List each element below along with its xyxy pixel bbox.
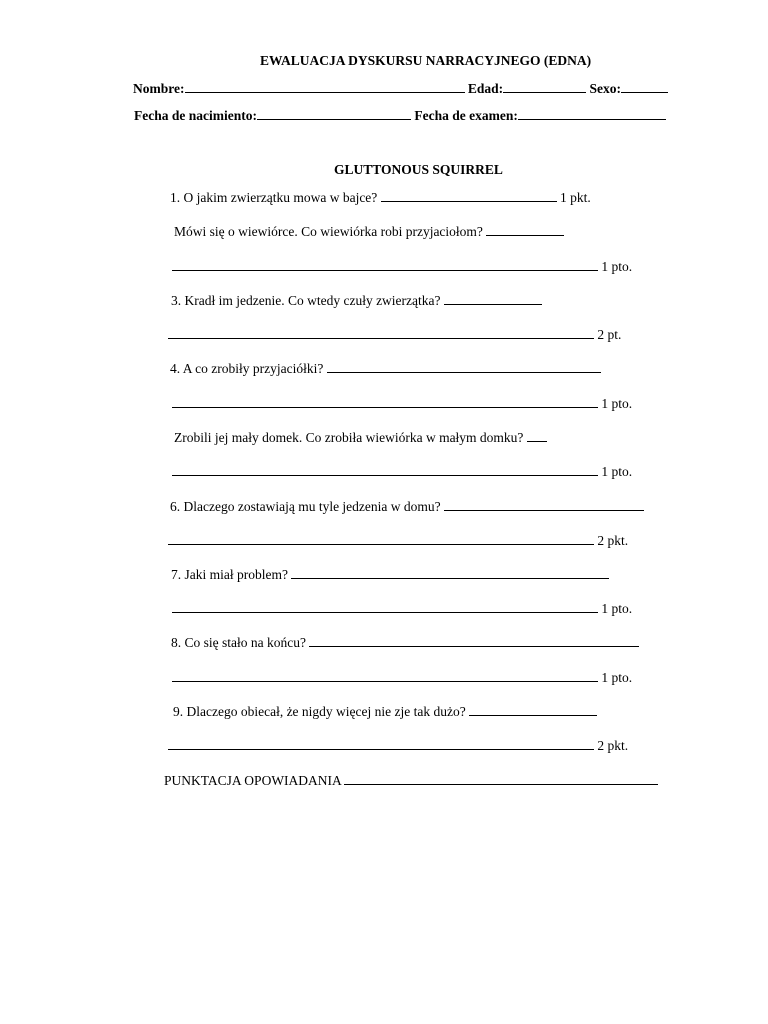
answer-2-line xyxy=(172,257,632,276)
exam-date-label: Fecha de examen: xyxy=(414,108,518,123)
question-7-points: 1 pto. xyxy=(601,601,633,616)
question-4 xyxy=(170,359,601,378)
exam-date-field[interactable] xyxy=(518,106,666,120)
question-3-points: 2 pt. xyxy=(597,327,622,342)
question-3-text: 3. Kradł im jedzenie. Co wtedy czuły zwierzątka? xyxy=(171,293,441,308)
question-1-points: 1 pkt. xyxy=(560,190,591,205)
answer-9-field-continued[interactable] xyxy=(168,736,594,750)
name-row xyxy=(133,79,668,98)
name-label: Nombre: xyxy=(133,81,185,96)
answer-2-field[interactable] xyxy=(486,222,564,236)
answer-3-line xyxy=(168,325,621,344)
question-8-text: 8. Co się stało na końcu? xyxy=(171,635,306,650)
answer-5-field-continued[interactable] xyxy=(172,462,598,476)
score-row xyxy=(164,771,658,790)
answer-5-line xyxy=(172,462,632,481)
question-9-text: 9. Dlaczego obiecał, że nigdy więcej nie zje tak dużo? xyxy=(173,704,466,719)
story-title: GLUTTONOUS SQUIRREL xyxy=(334,162,503,177)
question-7 xyxy=(171,565,609,584)
question-9 xyxy=(173,702,597,721)
dates-row xyxy=(134,106,666,125)
answer-3-field-continued[interactable] xyxy=(168,325,594,339)
question-6 xyxy=(170,497,644,516)
question-5-text: Zrobili jej mały domek. Co zrobiła wiewiórka w małym domku? xyxy=(174,430,524,445)
answer-1-field[interactable] xyxy=(381,188,557,202)
birth-date-field[interactable] xyxy=(257,106,411,120)
score-label: PUNKTACJA OPOWIADANIA xyxy=(164,773,342,788)
answer-7-line xyxy=(172,599,632,618)
answer-9-line xyxy=(168,736,628,755)
age-field[interactable] xyxy=(503,79,586,93)
answer-9-field[interactable] xyxy=(469,702,597,716)
sex-field[interactable] xyxy=(621,79,668,93)
answer-6-field[interactable] xyxy=(444,497,644,511)
question-5-points: 1 pto. xyxy=(601,464,633,479)
answer-6-field-continued[interactable] xyxy=(168,531,594,545)
question-8-points: 1 pto. xyxy=(601,670,633,685)
question-1-text: 1. O jakim zwierzątku mowa w bajce? xyxy=(170,190,378,205)
question-4-text: 4. A co zrobiły przyjaciółki? xyxy=(170,361,324,376)
answer-5-field[interactable] xyxy=(527,428,547,442)
answer-2-field-continued[interactable] xyxy=(172,257,598,271)
question-2 xyxy=(174,222,564,241)
question-6-text: 6. Dlaczego zostawiają mu tyle jedzenia w domu? xyxy=(170,499,441,514)
question-1 xyxy=(170,188,591,207)
answer-8-field[interactable] xyxy=(309,633,639,647)
question-2-points: 1 pto. xyxy=(601,259,633,274)
answer-3-field[interactable] xyxy=(444,291,542,305)
answer-7-field[interactable] xyxy=(291,565,609,579)
answer-4-line xyxy=(172,394,632,413)
answer-4-field-continued[interactable] xyxy=(172,394,598,408)
answer-4-field[interactable] xyxy=(327,359,601,373)
document-title: EWALUACJA DYSKURSU NARRACYJNEGO (EDNA) xyxy=(260,53,592,68)
question-9-points: 2 pkt. xyxy=(597,738,629,753)
answer-8-field-continued[interactable] xyxy=(172,668,598,682)
birth-date-label: Fecha de nacimiento: xyxy=(134,108,257,123)
sex-label: Sexo: xyxy=(589,81,622,96)
question-6-points: 2 pkt. xyxy=(597,533,629,548)
answer-7-field-continued[interactable] xyxy=(172,599,598,613)
age-label: Edad: xyxy=(467,81,504,96)
question-5 xyxy=(174,428,547,447)
name-field[interactable] xyxy=(185,79,465,93)
answer-8-line xyxy=(172,668,632,687)
question-4-points: 1 pto. xyxy=(601,396,633,411)
question-2-text: Mówi się o wiewiórce. Co wiewiórka robi przyjaciołom? xyxy=(174,224,483,239)
question-7-text: 7. Jaki miał problem? xyxy=(171,567,288,582)
question-3 xyxy=(171,291,542,310)
score-field[interactable] xyxy=(344,771,658,785)
answer-6-line xyxy=(168,531,628,550)
question-8 xyxy=(171,633,639,652)
